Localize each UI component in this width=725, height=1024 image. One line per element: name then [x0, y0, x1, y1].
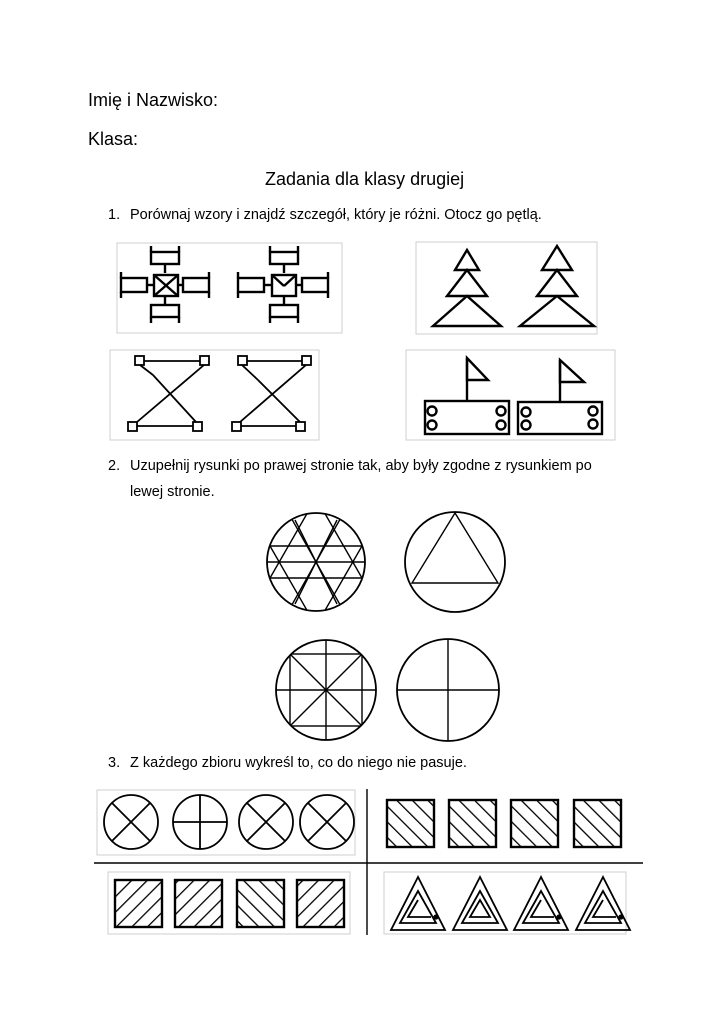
ornament-pair-flags — [406, 350, 615, 440]
page-title: Zadania dla klasy drugiej — [265, 169, 465, 189]
set-triangles — [384, 872, 630, 934]
circle-cross — [397, 639, 499, 741]
set-hatched-squares-bottom — [108, 872, 350, 934]
set-hatched-squares-top — [387, 800, 621, 847]
circle-grid-pattern — [266, 630, 386, 750]
task-3-text: Z każdego zbioru wykreśl to, co do niego nie pasuje. — [130, 755, 467, 771]
task-1-number: 1. — [108, 207, 121, 223]
name-label: Imię i Nazwisko: — [88, 90, 219, 110]
task-2-text-line1: Uzupełnij rysunki po prawej stronie tak, aby były zgodne z rysunkiem po — [130, 458, 592, 474]
task-2-number: 2. — [108, 458, 121, 474]
circle-star-pattern — [250, 498, 382, 626]
task-3-number: 3. — [108, 755, 121, 771]
task-2-text-line2: lewej stronie. — [130, 484, 215, 500]
circle-triangle — [405, 512, 505, 612]
ornament-pair-x-shapes — [110, 350, 319, 440]
class-label: Klasa: — [88, 129, 139, 149]
set-circles — [97, 790, 355, 855]
ornament-pair-trees — [416, 242, 597, 334]
ornament-pair-crosses — [117, 243, 342, 333]
task-1-text: Porównaj wzory i znajdź szczegół, który je różni. Otocz go pętlą. — [130, 207, 542, 223]
